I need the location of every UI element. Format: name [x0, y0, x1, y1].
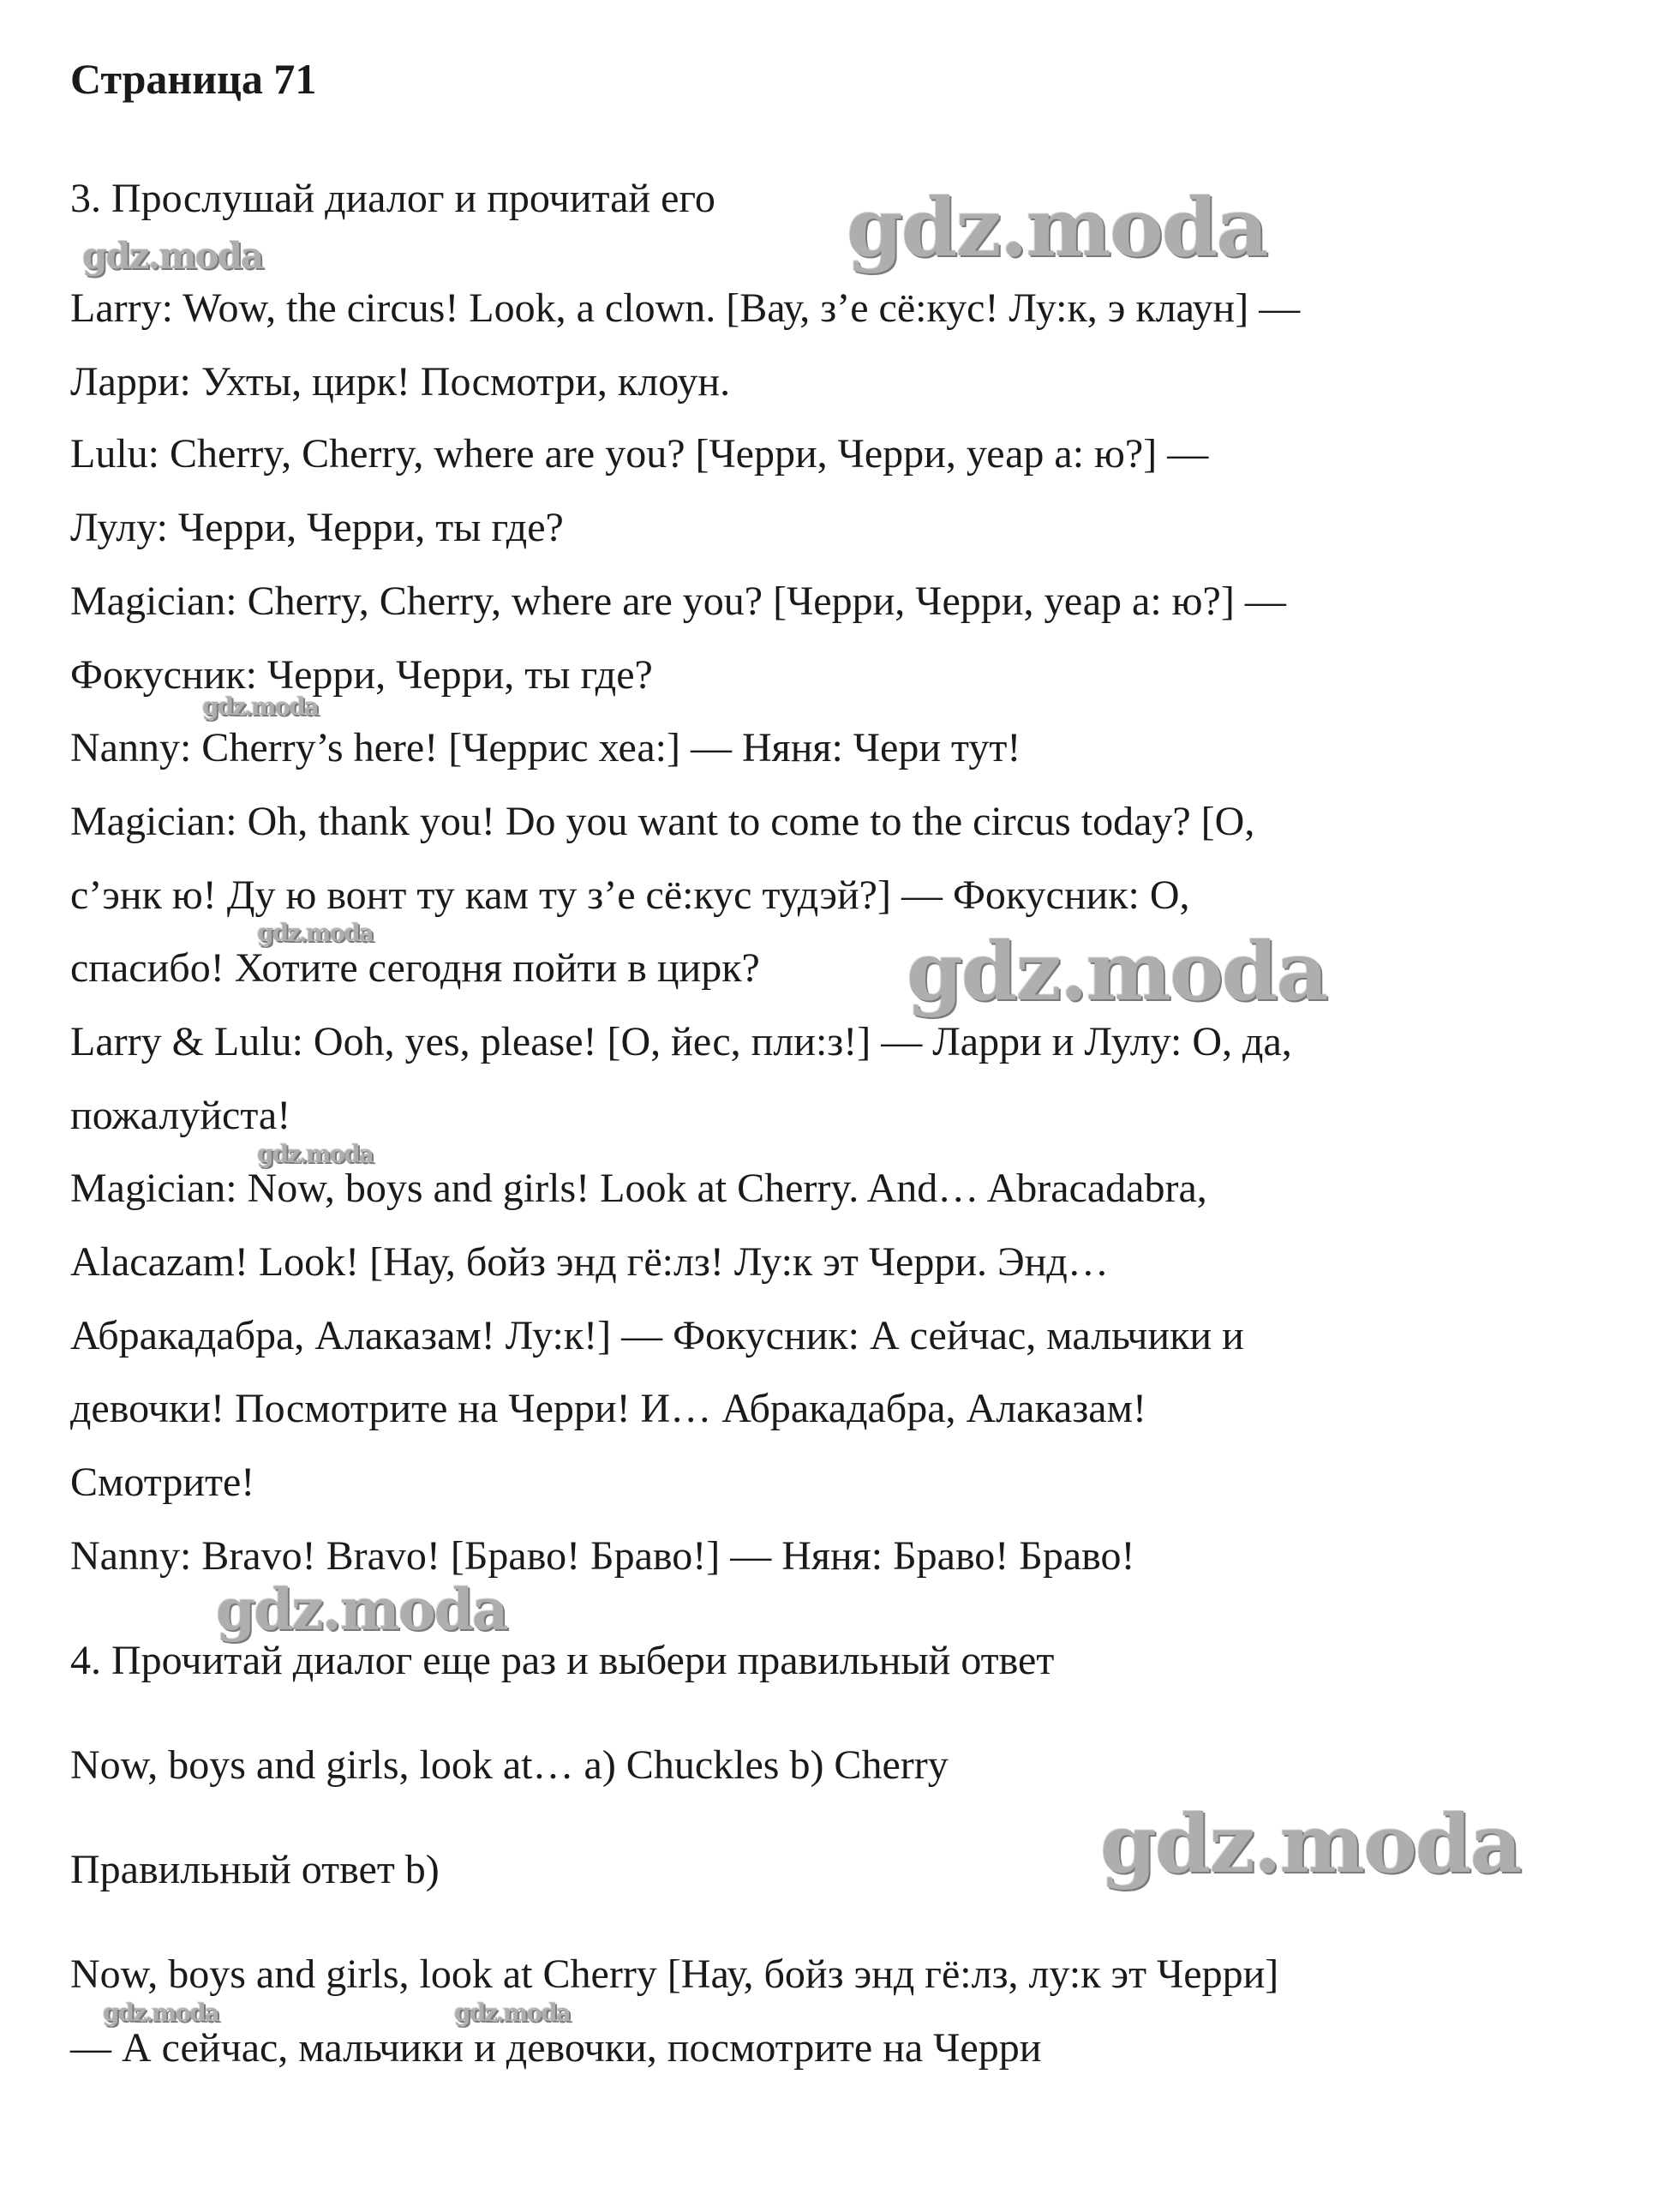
explanation-line: Now, boys and girls, look at Cherry [Нау, бойз энд гё:лз, лу:к эт Черри] [70, 1951, 1279, 1997]
dialog-line: Magician: Cherry, Cherry, where are you? [Черри, Черри, уеар а: ю?] — [70, 578, 1286, 624]
dialog-line: пожалуйста! [70, 1093, 291, 1138]
watermark-logo: gdz.moda [257, 919, 373, 947]
dialog-line: Nanny: Bravo! Bravo! [Браво! Браво!] — Няня: Браво! Браво! [70, 1533, 1135, 1579]
dialog-line: Alacazam! Look! [Нау, бойз энд гё:лз! Лу:к эт Черри. Энд… [70, 1239, 1109, 1285]
dialog-line: Фокусник: Черри, Черри, ты где? [70, 652, 653, 698]
dialog-line: с’энк ю! Ду ю вонт ту кам ту з’е сё:кус тудэй?] — Фокусник: О, [70, 872, 1190, 918]
dialog-line: Абракадабра, Алаказам! Лу:к!] — Фокусник: А сейчас, мальчики и [70, 1313, 1244, 1358]
explanation-line: — А сейчас, мальчики и девочки, посмотрите на Черри [70, 2025, 1042, 2071]
task-4-title: 4. Прочитай диалог еще раз и выбери правильный ответ [70, 1638, 1055, 1683]
watermark-logo: gdz.moda [907, 925, 1327, 1019]
page-title: Страница 71 [70, 55, 317, 103]
answer-line: Правильный ответ b) [70, 1847, 440, 1892]
dialog-line: Larry: Wow, the circus! Look, a clown. [Вау, з’е сё:кус! Лу:к, э клаун] — [70, 285, 1301, 331]
dialog-line: Ларри: Ухты, цирк! Посмотри, клоун. [70, 359, 731, 405]
dialog-line: Nanny: Cherry’s here! [Черрис хеа:] — Няня: Чери тут! [70, 725, 1021, 770]
dialog-line: Larry & Lulu: Ooh, yes, please! [О, йес, пли:з!] — Ларри и Лулу: О, да, [70, 1019, 1292, 1064]
watermark-logo: gdz.moda [847, 181, 1267, 275]
dialog-line: девочки! Посмотрите на Черри! И… Абракадабра, Алаказам! [70, 1386, 1146, 1431]
dialog-line: Смотрите! [70, 1460, 255, 1505]
dialog-line: Лулу: Черри, Черри, ты где? [70, 505, 564, 550]
dialog-line: Magician: Oh, thank you! Do you want to come to the circus today? [О, [70, 799, 1255, 844]
task-3-title: 3. Прослушай диалог и прочитай его [70, 176, 715, 221]
question-line: Now, boys and girls, look at… a) Chuckles b) Cherry [70, 1742, 949, 1788]
watermark-logo: gdz.moda [82, 235, 263, 277]
watermark-logo: gdz.moda [454, 1999, 570, 2027]
dialog-line: Magician: Now, boys and girls! Look at Cherry. And… Abracadabra, [70, 1166, 1207, 1211]
watermark-logo: gdz.moda [202, 692, 318, 721]
watermark-logo: gdz.moda [257, 1140, 373, 1168]
dialog-line: Lulu: Cherry, Cherry, where are you? [Черри, Черри, уеар а: ю?] — [70, 431, 1209, 477]
dialog-line: спасибо! Хотите сегодня пойти в цирк? [70, 945, 760, 991]
watermark-logo: gdz.moda [216, 1576, 507, 1643]
watermark-logo: gdz.moda [103, 1999, 218, 2027]
watermark-logo: gdz.moda [1100, 1797, 1521, 1891]
